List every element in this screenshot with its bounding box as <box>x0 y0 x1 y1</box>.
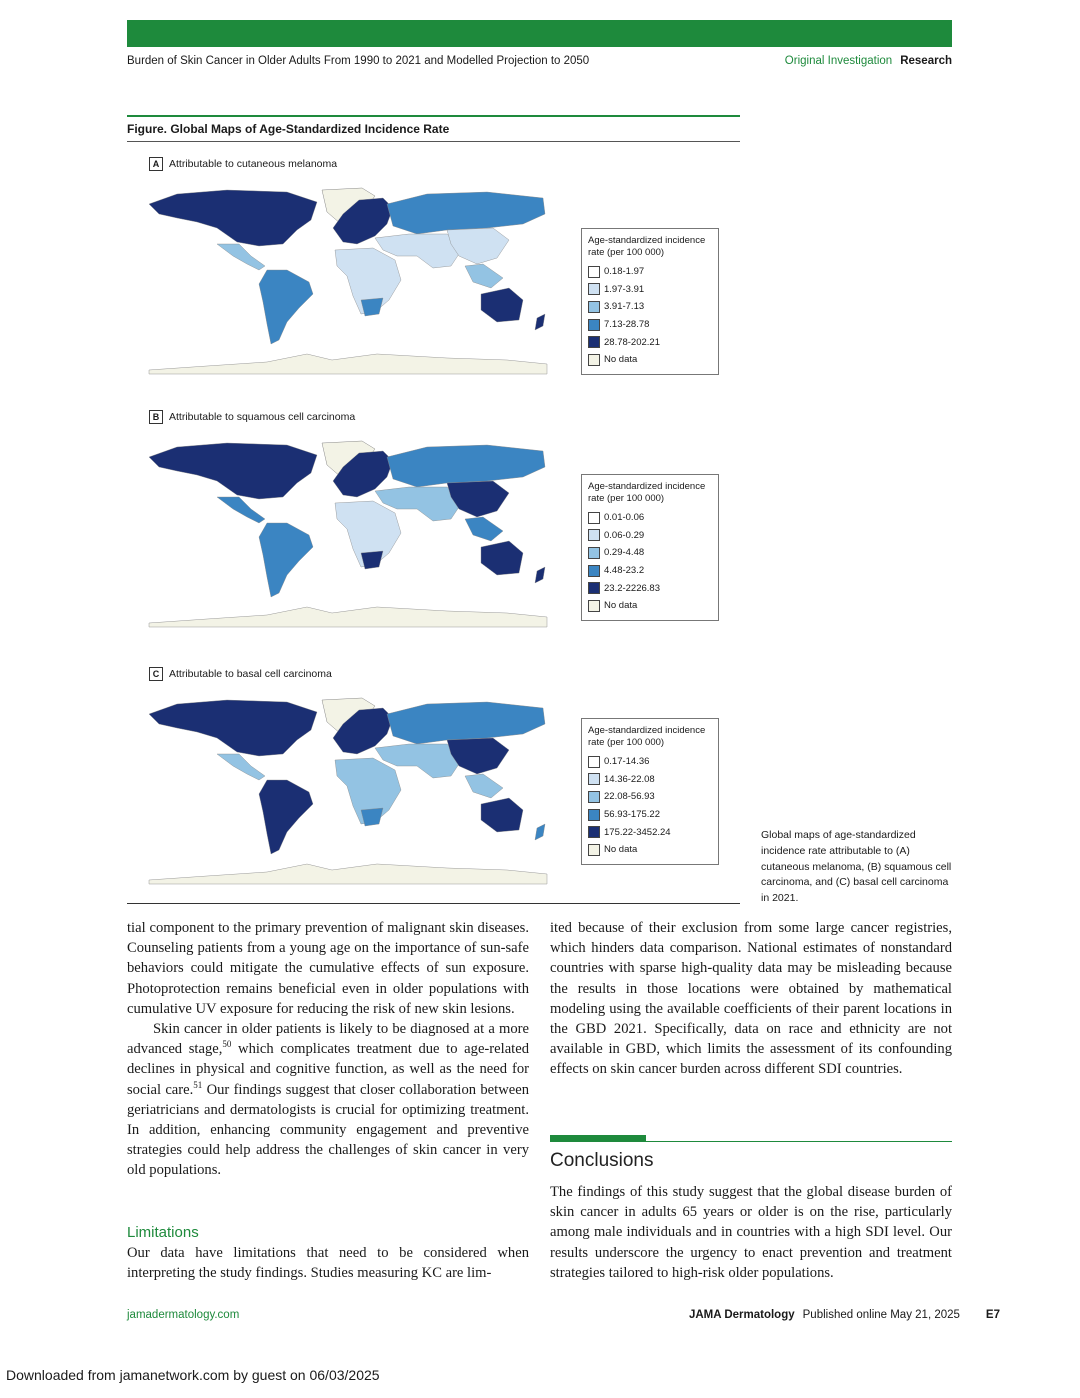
legend-row <box>588 753 712 771</box>
conclusions-text: The findings of this study suggest that the global disease burden of skin cancer in adults 65 years or older is on the rise, particularly among male individuals and in countries with a high SDI level. Our results underscore the urgency to enact prevention and treatment strategies tailored to high-risk older populations. <box>550 1184 952 1281</box>
legend-swatch <box>588 756 600 768</box>
australia <box>481 541 523 575</box>
antarctica <box>149 607 547 627</box>
mexico-central-america <box>217 754 265 780</box>
new-zealand <box>535 824 545 840</box>
east-asia <box>447 481 509 517</box>
russia-central-asia <box>387 445 545 487</box>
legend-bin: 175.22-3452.24 <box>604 826 671 838</box>
conclusions-heading: Conclusions <box>550 1150 654 1171</box>
legend-bin: 3.91-7.13 <box>604 301 645 313</box>
legend-swatch <box>588 565 600 577</box>
download-note: Downloaded from jamanetwork.com by guest on 06/03/2025 <box>6 1367 380 1383</box>
legend-row <box>588 263 712 281</box>
website-link[interactable]: jamadermatology.com <box>127 1309 240 1321</box>
legend-bin: 14.36-22.08 <box>604 773 655 785</box>
russia-central-asia <box>387 192 545 234</box>
panel-title: Attributable to basal cell carcinoma <box>169 668 332 680</box>
section-label: Original Investigation <box>784 55 893 67</box>
legend-bin: 0.01-0.06 <box>604 512 645 524</box>
legend-c <box>581 718 719 865</box>
panel-letter: A <box>149 157 163 171</box>
legend-bin: 0.17-14.36 <box>604 756 650 768</box>
world-map-bcc <box>147 694 551 886</box>
east-asia <box>447 228 509 264</box>
legend-row <box>588 351 712 369</box>
legend-bin: No data <box>604 354 638 366</box>
north-america <box>149 443 317 499</box>
body-left-column <box>127 918 529 1181</box>
figure-rule-under <box>127 141 740 142</box>
limitations-text: Our data have limitations that need to be considered when interpreting the study findings. Studies measuring KC are lim- <box>127 1245 529 1282</box>
figure-caption: Global maps of age-standardized incidence rate attributable to (A) cutaneous melanoma, (B) squamous cell carcinoma, and (C) basal cell carcinoma in 2021. <box>761 829 952 905</box>
paragraph: ited because of their exclusion from some large cancer registries, which hinders data comparison. National estimates of nonstandard countries with sparse high-quality data may be misleading because the results in those locations were obtained by mathematical modeling using the available coefficients of their parent locations in the GBD 2021. Specifically, data on race and ethnicity are not available in GBD, which limits the assessment of its confounding effects on skin cancer burden across different SDI countries. <box>550 920 952 1078</box>
body-right-column <box>550 918 952 1080</box>
south-america <box>259 523 313 597</box>
legend-bin: 0.29-4.48 <box>604 547 645 559</box>
page-footer <box>127 1309 1000 1321</box>
panel-title: Attributable to squamous cell carcinoma <box>169 411 356 423</box>
southeast-asia <box>465 774 503 798</box>
figure-rule-top <box>127 115 740 117</box>
legend-row <box>588 841 712 859</box>
category-label: Research <box>900 55 952 67</box>
legend-row <box>588 806 712 824</box>
legend-bin: 0.06-0.29 <box>604 529 645 541</box>
figure-title: Figure. Global Maps of Age-Standardized Incidence Rate <box>127 122 450 136</box>
panel-b-label <box>149 410 355 424</box>
running-title: Burden of Skin Cancer in Older Adults From 1990 to 2021 and Modelled Projection to 2050 <box>127 55 590 67</box>
southeast-asia <box>465 264 503 288</box>
reference[interactable]: 50 <box>222 1039 232 1050</box>
legend-swatch <box>588 791 600 803</box>
legend-swatch <box>588 529 600 541</box>
legend-a <box>581 228 719 375</box>
panel-letter: B <box>149 410 163 424</box>
legend-swatch <box>588 301 600 313</box>
antarctica <box>149 354 547 374</box>
journal-name: JAMA Dermatology <box>688 1309 795 1321</box>
legend-row <box>588 579 712 597</box>
legend-b <box>581 474 719 621</box>
south-america <box>259 270 313 344</box>
legend-title: Age-standardized incidence rate (per 100 000) <box>588 235 706 258</box>
legend-swatch <box>588 600 600 612</box>
legend-row <box>588 788 712 806</box>
legend-bin: No data <box>604 600 638 612</box>
north-america <box>149 190 317 246</box>
legend-row <box>588 333 712 351</box>
legend-swatch <box>588 319 600 331</box>
legend-bin: 4.48-23.2 <box>604 565 645 577</box>
legend-title: Age-standardized incidence rate (per 100 000) <box>588 481 706 504</box>
east-asia <box>447 738 509 774</box>
legend-bin: 56.93-175.22 <box>604 809 660 821</box>
legend-swatch <box>588 336 600 348</box>
australia <box>481 798 523 832</box>
legend-row <box>588 771 712 789</box>
legend-row <box>588 597 712 615</box>
north-america <box>149 700 317 756</box>
new-zealand <box>535 567 545 583</box>
legend-swatch <box>588 844 600 856</box>
southern-africa <box>361 298 383 316</box>
legend-swatch <box>588 547 600 559</box>
southeast-asia <box>465 517 503 541</box>
panel-title: Attributable to cutaneous melanoma <box>169 158 338 170</box>
southern-africa <box>361 551 383 569</box>
legend-bin: 0.18-1.97 <box>604 266 645 278</box>
legend-swatch <box>588 582 600 594</box>
legend-bin: 23.2-2226.83 <box>604 582 660 594</box>
russia-central-asia <box>387 702 545 744</box>
limitations-heading: Limitations <box>127 1224 199 1241</box>
panel-letter: C <box>149 667 163 681</box>
paragraph: tial component to the primary prevention of malignant skin diseases. Counseling patients from a young age on the importance of sun-safe behaviors could mitigate the cumulative effects of sun exposure. Photoprotection remains beneficial even in older populations with cumulative UV exposure for reducing the risk of new skin lesions. <box>127 920 529 1017</box>
legend-row <box>588 316 712 334</box>
legend-swatch <box>588 809 600 821</box>
figure-rule-bottom <box>127 903 740 904</box>
panel-a-label <box>149 157 337 171</box>
journal-color-bar <box>127 20 952 47</box>
running-head <box>127 55 952 67</box>
legend-bin: 7.13-28.78 <box>604 319 650 331</box>
legend-swatch <box>588 512 600 524</box>
panel-c-label <box>149 667 332 681</box>
legend-row <box>588 527 712 545</box>
legend-row <box>588 823 712 841</box>
legend-row <box>588 298 712 316</box>
legend-swatch <box>588 266 600 278</box>
australia <box>481 288 523 322</box>
legend-row <box>588 562 712 580</box>
paragraph: Skin cancer in older patients is likely to be diagnosed at a more advanced stage,$^{50}$ which complicates treatment due to age-related declines in physical and cognitive function, as well as the need for social care.$^{51}$ Our findings suggest that closer collaboration between geriatricians and dermatologists is crucial for optimizing treatment. In addition, enhancing community engagement and preventive strategies could help address the challenges of skin cancer in very old populations. <box>127 1021 529 1179</box>
legend-bin: 22.08-56.93 <box>604 791 655 803</box>
reference[interactable]: 51 <box>193 1079 203 1090</box>
conclusions-rule <box>550 1141 952 1142</box>
mexico-central-america <box>217 244 265 270</box>
legend-swatch <box>588 354 600 366</box>
legend-row <box>588 509 712 527</box>
legend-row <box>588 544 712 562</box>
legend-swatch <box>588 283 600 295</box>
world-map-scc <box>147 437 551 629</box>
legend-row <box>588 281 712 299</box>
world-map-melanoma <box>147 184 551 376</box>
legend-swatch <box>588 773 600 785</box>
southern-africa <box>361 808 383 826</box>
legend-swatch <box>588 826 600 838</box>
legend-bin: No data <box>604 844 638 856</box>
mexico-central-america <box>217 497 265 523</box>
new-zealand <box>535 314 545 330</box>
south-america <box>259 780 313 854</box>
publish-date: Published online May 21, 2025 <box>802 1309 960 1321</box>
legend-bin: 28.78-202.21 <box>604 336 660 348</box>
page-number: E7 <box>985 1309 1000 1321</box>
legend-bin: 1.97-3.91 <box>604 283 645 295</box>
legend-title: Age-standardized incidence rate (per 100 000) <box>588 725 706 748</box>
antarctica <box>149 864 547 884</box>
